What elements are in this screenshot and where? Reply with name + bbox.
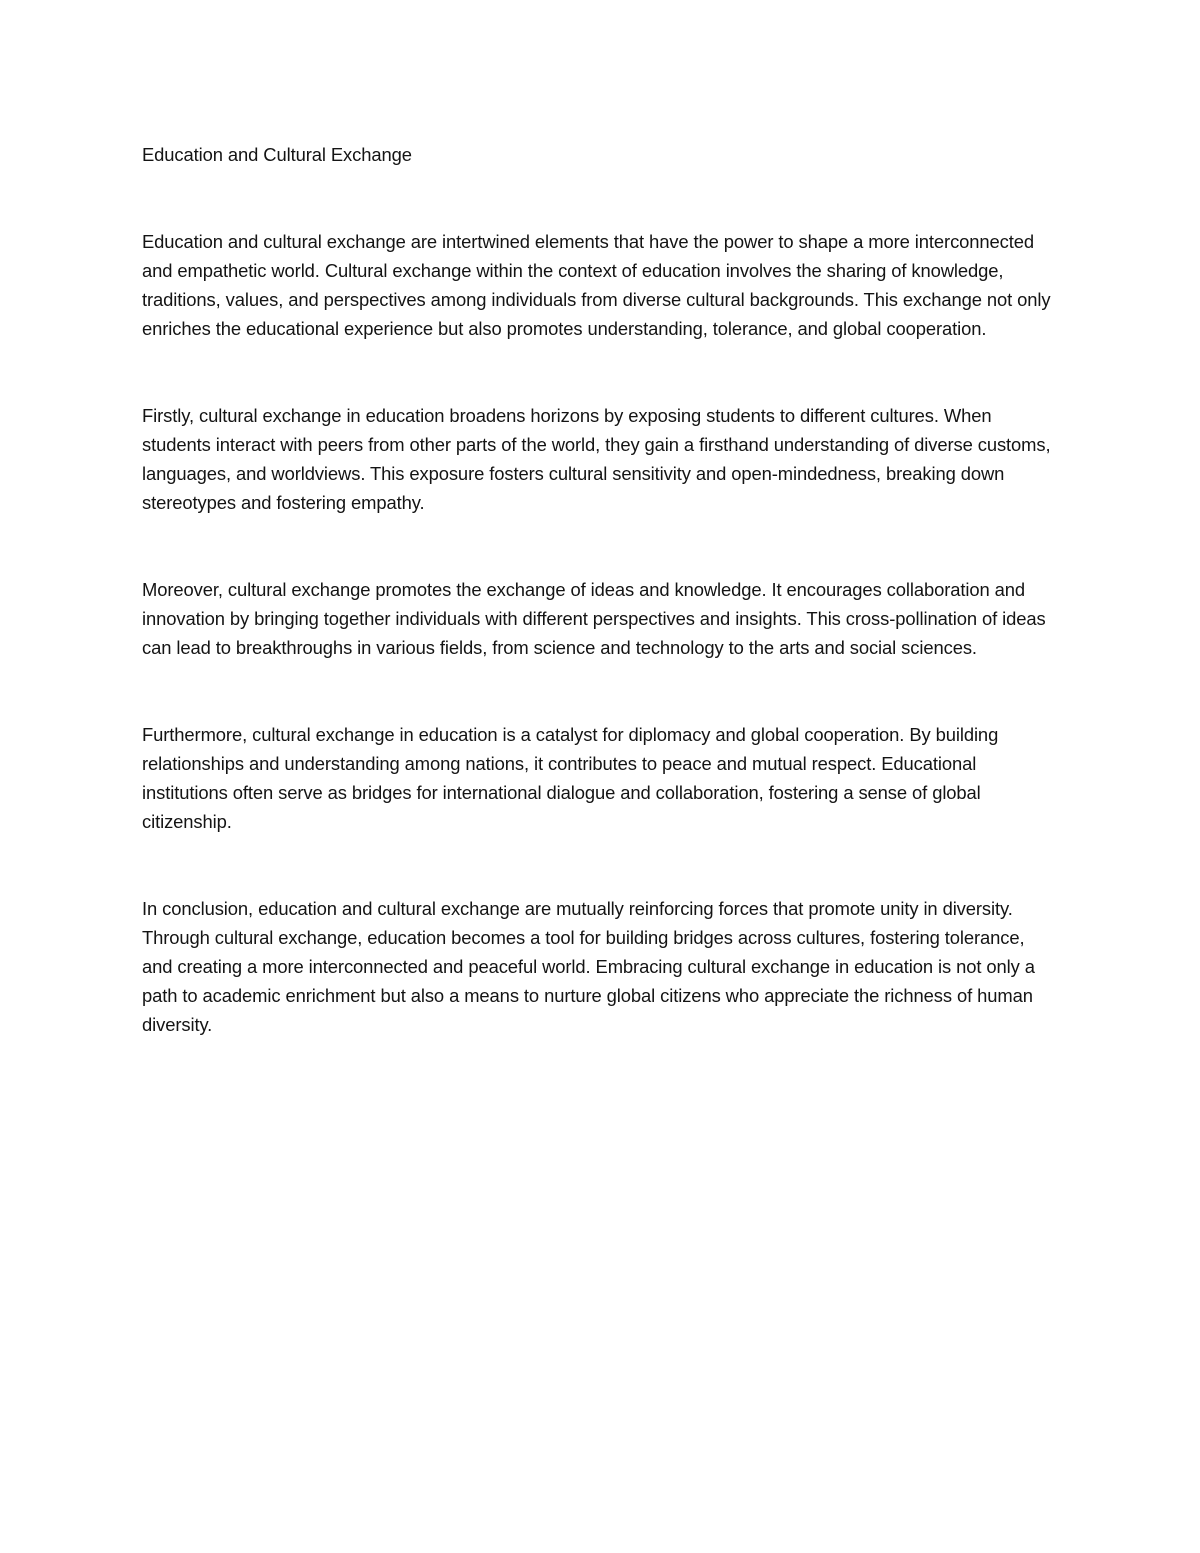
document-body <box>142 140 1057 1039</box>
paragraph-introduction: Education and cultural exchange are intertwined elements that have the power to shape a more interconnected and empathetic world. Cultural exchange within the context of education involves the sharing of knowledge, traditions, values, and perspectives among individuals from diverse cultural backgrounds. This exchange not only enriches the educational experience but also promotes understanding, tolerance, and global cooperation. <box>142 231 1051 339</box>
document-title: Education and Cultural Exchange <box>142 144 412 165</box>
paragraph-moreover: Moreover, cultural exchange promotes the exchange of ideas and knowledge. It encourages collaboration and innovation by bringing together individuals with different perspectives and insights. This cross-pollination of ideas can lead to breakthroughs in various fields, from science and technology to the arts and social sciences. <box>142 579 1046 658</box>
paragraph-firstly: Firstly, cultural exchange in education broadens horizons by exposing students to different cultures. When students interact with peers from other parts of the world, they gain a firsthand understanding of diverse customs, languages, and worldviews. This exposure fosters cultural sensitivity and open-mindedness, breaking down stereotypes and fostering empathy. <box>142 405 1051 513</box>
spacer <box>142 662 1057 720</box>
spacer <box>142 169 1057 227</box>
spacer <box>142 517 1057 575</box>
paragraph-conclusion: In conclusion, education and cultural exchange are mutually reinforcing forces that promote unity in diversity. Through cultural exchange, education becomes a tool for building bridges across cultures, fostering tolerance, and creating a more interconnected and peaceful world. Embracing cultural exchange in education is not only a path to academic enrichment but also a means to nurture global citizens who appreciate the richness of human diversity. <box>142 898 1035 1035</box>
spacer <box>142 343 1057 401</box>
paragraph-furthermore: Furthermore, cultural exchange in education is a catalyst for diplomacy and global cooperation. By building relationships and understanding among nations, it contributes to peace and mutual respect. Educational institutions often serve as bridges for international dialogue and collaboration, fostering a sense of global citizenship. <box>142 724 999 832</box>
spacer <box>142 836 1057 894</box>
